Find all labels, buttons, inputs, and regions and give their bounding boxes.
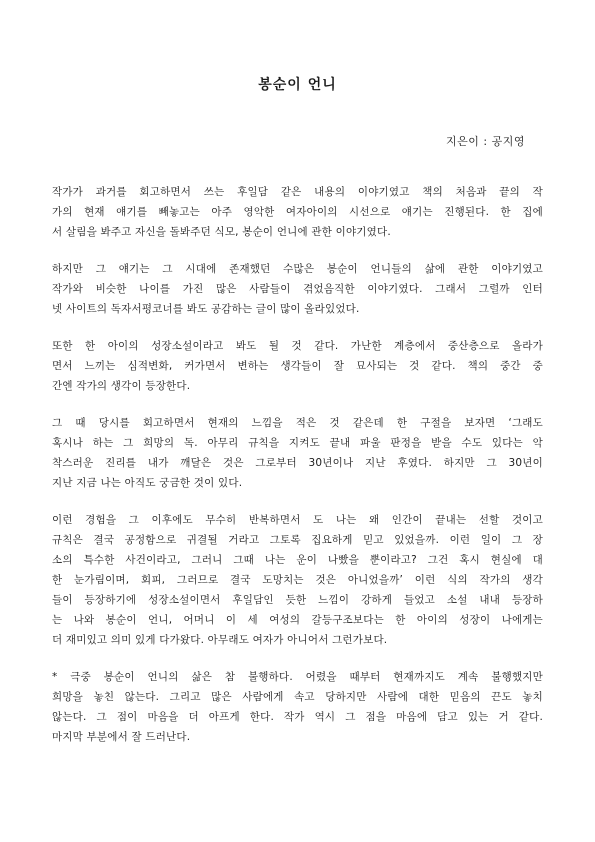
paragraph (52, 510, 543, 650)
paragraph (52, 413, 543, 493)
text-line: 작가와 비슷한 나이를 가진 많은 사람들이 겪었음직한 이야기였다. 그래서 그럴까 인터 (52, 283, 543, 295)
text-line: 않는다. 그 점이 마음을 더 아프게 한다. 작가 역시 그 점을 마음에 담고 있는 거 같다. (52, 711, 543, 723)
text-line: 작가가 과거를 회고하면서 쓰는 후일담 같은 내용의 이야기였고 책의 처음과 끝의 작 (52, 186, 543, 198)
text-line: 지난 지금 나는 아직도 궁금한 것이 있다. (52, 477, 243, 489)
text-line: 가의 현재 얘기를 빼놓고는 아주 영악한 여자아이의 시선으로 얘기는 진행된다. 한 집에 (52, 206, 543, 218)
text-line: 들이 등장하기에 성장소설이면서 후일담인 듯한 느낌이 강하게 들었고 소설 내내 등장하 (52, 594, 543, 606)
text-line: 또한 한 아이의 성장소설이라고 봐도 될 것 같다. 가난한 계층에서 중산층으로 올라가 (52, 340, 543, 352)
text-line: 서 살림을 봐주고 자신을 돌봐주던 식모, 봉순이 언니에 관한 이야기였다. (52, 226, 391, 238)
text-line: 규칙은 결국 공정함으로 귀결될 거라고 그토록 집요하게 믿고 있었을까. 이런 일이 그 장 (52, 534, 543, 546)
text-line: 는 나와 봉순이 언니, 어머니 이 세 여성의 갈등구조보다는 한 아이의 성장이 나에게는 (52, 614, 543, 626)
paragraph (52, 336, 543, 396)
text-line: 소의 특수한 사건이라고, 그러니 그때 나는 운이 나빴을 뿐이라고? 그건 혹시 현실에 대 (52, 554, 543, 566)
author-line: 지은이 : 공지영 (446, 135, 525, 148)
text-line: 간엔 작가의 생각이 등장한다. (52, 380, 191, 392)
text-line: 한 눈가림이며, 회피, 그러므로 결국 도망치는 것은 아니었을까’ 이런 식의 작가의 생각 (52, 574, 543, 586)
text-line: 마지막 부분에서 잘 드러난다. (52, 731, 191, 743)
document-body (52, 182, 543, 764)
text-line: 그 때 당시를 회고하면서 현재의 느낌을 적은 것 같은데 한 구절을 보자면 ‘그래도 (52, 417, 543, 429)
text-line: 면서 느끼는 심적변화, 커가면서 변하는 생각들이 잘 묘사되는 것 같다. 책의 중간 중 (52, 360, 543, 372)
document-title: 봉순이 언니 (258, 77, 337, 93)
paragraph (52, 182, 543, 242)
text-line: * 극중 봉순이 언니의 삶은 참 불행하다. 어렸을 때부터 현재까지도 계속 불행했지만 (52, 671, 543, 683)
text-line: 희망을 놓친 않는다. 그리고 많은 사람에게 속고 당하지만 사람에 대한 믿음의 끈도 놓치 (52, 691, 543, 703)
text-line: 넷 사이트의 독자서평코너를 봐도 공감하는 글이 많이 올라있었다. (52, 303, 360, 315)
paragraph (52, 667, 543, 747)
text-line: 착스러운 진리를 내가 깨달은 것은 그로부터 30년이나 지난 후였다. 하지만 그 30년이 (52, 457, 543, 469)
text-line: 이런 경험을 그 이후에도 무수히 반복하면서 도 나는 왜 인간이 끝내는 선할 것이고 (52, 514, 543, 526)
text-line: 더 재미있고 의미 있게 다가왔다. 아무래도 여자가 아니어서 그런가보다. (52, 634, 388, 646)
text-line: 혹시나 하는 그 희망의 독. 아무리 규칙을 지켜도 끝내 파울 판정을 받을 수도 있다는 악 (52, 437, 543, 449)
text-line: 하지만 그 얘기는 그 시대에 존재했던 수많은 봉순이 언니들의 삶에 관한 이야기였고 (52, 263, 543, 275)
paragraph (52, 259, 543, 319)
